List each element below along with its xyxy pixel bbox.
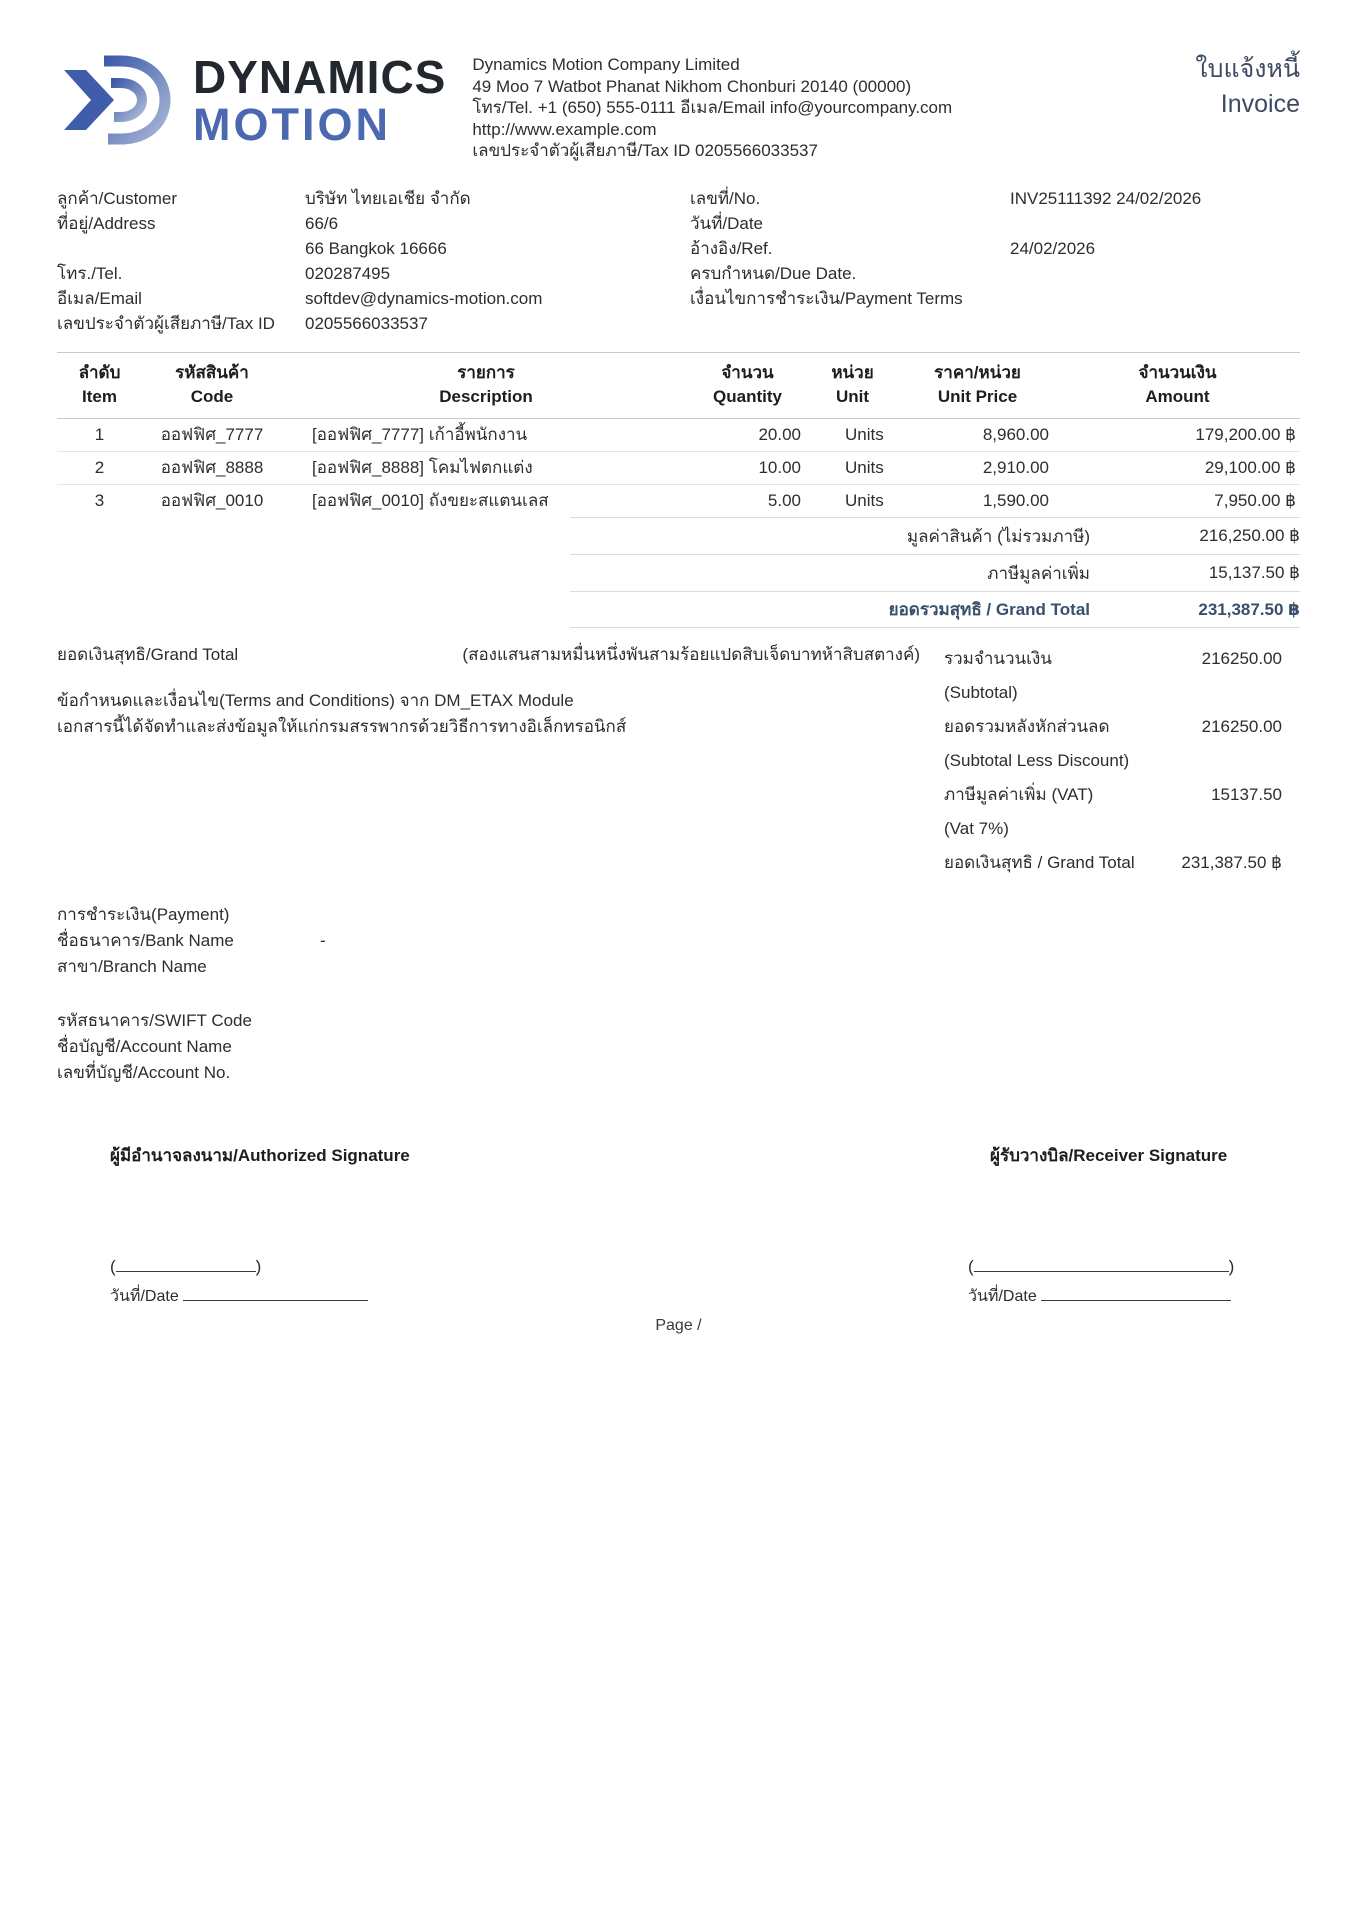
company-website: http://www.example.com [472,119,657,139]
branch-name-label: สาขา/Branch Name [57,957,207,976]
summary-subtotal [944,642,1300,710]
grand-total-words-label: ยอดเงินสุทธิ/Grand Total [57,645,239,664]
signatures-section [57,1142,1300,1309]
col-header-unit: หน่วย Unit [805,352,900,418]
summary-label: รวมจำนวนเงิน [944,649,1052,668]
grand-total-row [570,591,1300,628]
authorized-signature-block: ผู้มีอำนาจลงนาม/Authorized Signature ( ) วันที่/Date [110,1142,510,1309]
cell-amount: 179,200.00 ฿ [1055,418,1300,451]
cell-item: 2 [57,451,142,484]
summary-value: 15137.50 [1211,785,1282,804]
brand-wordmark [193,50,447,150]
date-line [183,1284,368,1301]
cell-code: ออฟฟิศ_0010 [160,491,264,511]
cell-unit-price: 2,910.00 [900,451,1055,484]
brand-logo-icon [57,48,179,152]
brand-name-top: DYNAMICS [193,50,447,103]
col-header-code: รหัสสินค้า Code [142,352,282,418]
meta-row [57,236,1300,261]
totals-section [570,517,1300,628]
date-label: วันที่/Date [968,1288,1037,1305]
brand-logo [57,48,446,152]
summary-grand-total [944,846,1300,880]
bank-name-value: - [320,931,326,950]
account-no-row [57,1060,1300,1086]
summary-value: 216250.00 [1201,649,1282,668]
cell-description: [ออฟฟิศ_8888] โคมไฟตกแต่ง [282,451,690,484]
company-tax-id: เลขประจำตัวผู้เสียภาษี/Tax ID 0205566033537 [472,141,818,160]
document-title [1195,52,1300,122]
cell-description: [ออฟฟิศ_7777] เก้าอี้พนักงาน [282,418,690,451]
address-line2: 66 Bangkok 16666 [305,238,447,258]
meta-section [57,186,1300,336]
signature-line [116,1255,256,1272]
cell-amount: 7,950.00 ฿ [1214,490,1296,510]
cell-unit: Units [805,418,900,451]
document-title-en: Invoice [1220,90,1300,118]
meta-row [57,311,1300,336]
invoice-no-label: เลขที่/No. [690,188,761,208]
summary-vat [944,778,1300,846]
bank-name-row [57,928,1300,954]
col-header-amount: จำนวนเงิน Amount [1055,352,1300,418]
company-name: Dynamics Motion Company Limited [472,55,740,74]
meta-row [57,261,1300,286]
table-row [57,484,1300,517]
table-row [57,451,1300,484]
invoice-ref-value: 24/02/2026 [1010,238,1096,258]
grand-total-label: ยอดรวมสุทธิ / Grand Total [888,600,1090,619]
vat-label: ภาษีมูลค่าเพิ่ม [987,563,1090,583]
subtotal-label: มูลค่าสินค้า (ไม่รวมภาษี) [906,526,1090,546]
summary-label-en: (Subtotal Less Discount) [944,751,1130,770]
customer-label: ลูกค้า/Customer [57,188,178,208]
customer-tax-id-value: 0205566033537 [305,313,428,333]
table-row [57,418,1300,451]
due-date-value [1010,261,1300,286]
summary-label: ภาษีมูลค่าเพิ่ม (VAT) [944,785,1094,804]
summary-label-en: (Vat 7%) [944,819,1009,838]
summary-subtotal-less-discount [944,710,1300,778]
cell-unit-price: 1,590.00 [982,490,1049,510]
summary-column [944,642,1300,880]
invoice-date-label: วันที่/Date [690,213,764,233]
grand-total-words: (สองแสนสามหมื่นหนึ่งพันสามร้อยแปดสิบเจ็ดบาทห้าสิบสตางค์) [462,645,920,664]
terms-and-conditions [57,688,920,740]
mid-left-column [57,642,920,880]
swift-code-label: รหัสธนาคาร/SWIFT Code [57,1011,252,1030]
meta-row [57,186,1300,211]
cell-item: 1 [57,418,142,451]
grand-total-words-row [57,642,920,668]
subtotal-row [570,517,1300,554]
customer-name: บริษัท ไทยเอเชีย จำกัด [305,188,471,208]
brand-name-bottom: MOTION [193,98,391,150]
cell-code: ออฟฟิศ_7777 [142,418,282,451]
items-table [57,352,1300,518]
invoice-no-value: INV25111392 24/02/2026 [1010,188,1202,208]
due-date-label: ครบกำหนด/Due Date. [690,263,857,283]
account-no-label: เลขที่บัญชี/Account No. [57,1063,231,1082]
col-header-description: รายการ Description [282,352,690,418]
cell-quantity: 20.00 [690,418,805,451]
account-name-row [57,1034,1300,1060]
mid-section [57,642,1300,880]
items-table-header [57,352,1300,418]
meta-row [57,211,1300,236]
cell-quantity: 5.00 [767,490,801,510]
meta-row [57,286,1300,311]
col-header-quantity: จำนวน Quantity [690,352,805,418]
col-header-unit-price: ราคา/หน่วย Unit Price [900,352,1055,418]
account-name-label: ชื่อบัญชี/Account Name [57,1037,232,1056]
summary-label-en: (Subtotal) [944,683,1018,702]
cell-description: [ออฟฟิศ_0010] ถังขยะสแตนเลส [312,491,549,511]
summary-value: 216250.00 [1201,717,1282,736]
page-number: Page / [655,1317,702,1334]
receiver-signature-block: ผู้รับวางบิล/Receiver Signature ( ) วันที่/Date [968,1142,1300,1309]
cell-code: ออฟฟิศ_8888 [142,451,282,484]
date-label: วันที่/Date [110,1288,179,1305]
vat-value: 15,137.50 ฿ [1208,563,1300,582]
signature-line [974,1255,1229,1272]
cell-unit: Units [805,451,900,484]
customer-tax-id-label: เลขประจำตัวผู้เสียภาษี/Tax ID [57,313,275,333]
summary-value: 231,387.50 ฿ [1181,853,1282,872]
col-header-item: ลำดับ Item [57,352,142,418]
company-tel-email: โทร/Tel. +1 (650) 555-0111 อีเมล/Email info@yourcompany.com [472,98,953,117]
receiver-signature-label: ผู้รับวางบิล/Receiver Signature [990,1146,1228,1165]
address-label: ที่อยู่/Address [57,213,156,233]
payment-title: การชำระเงิน(Payment) [57,905,230,924]
payment-terms-label: เงื่อนไขการชำระเงิน/Payment Terms [690,288,963,308]
invoice-date-value [1010,211,1300,236]
summary-label: ยอดเงินสุทธิ / Grand Total [944,853,1135,872]
address-line1: 66/6 [305,213,339,233]
company-address: 49 Moo 7 Watbot Phanat Nikhom Chonburi 20140 (00000) [472,76,912,96]
invoice-ref-label: อ้างอิง/Ref. [690,238,773,258]
payment-section [57,902,1300,1086]
cell-item: 3 [94,490,105,510]
date-line [1041,1284,1231,1301]
payment-terms-value [1010,286,1300,311]
cell-unit: Units [845,490,884,510]
terms-line-1: ข้อกำหนดและเงื่อนไข(Terms and Conditions) จาก DM_ETAX Module [57,691,574,710]
tel-value: 020287495 [305,263,391,283]
cell-amount: 29,100.00 ฿ [1055,451,1300,484]
company-info [472,54,952,162]
branch-name-row [57,954,1300,980]
terms-line-2: เอกสารนี้ได้จัดทำและส่งข้อมูลให้แก่กรมสรรพากรด้วยวิธีการทางอิเล็กทรอนิกส์ [57,717,627,736]
cell-quantity: 10.00 [690,451,805,484]
tel-label: โทร./Tel. [57,263,123,283]
email-value: softdev@dynamics-motion.com [305,288,543,308]
document-title-th: ใบแจ้งหนี้ [1195,55,1300,83]
subtotal-value: 216,250.00 ฿ [1199,526,1300,545]
authorized-signature-label: ผู้มีอำนาจลงนาม/Authorized Signature [110,1146,410,1165]
grand-total-value: 231,387.50 ฿ [1198,599,1300,619]
cell-unit-price: 8,960.00 [900,418,1055,451]
bank-name-label: ชื่อธนาคาร/Bank Name [57,931,234,950]
swift-code-row [57,1008,1300,1034]
email-label: อีเมล/Email [57,288,142,308]
document-header [57,48,1300,162]
summary-label: ยอดรวมหลังหักส่วนลด [944,717,1110,736]
vat-row [570,554,1300,591]
